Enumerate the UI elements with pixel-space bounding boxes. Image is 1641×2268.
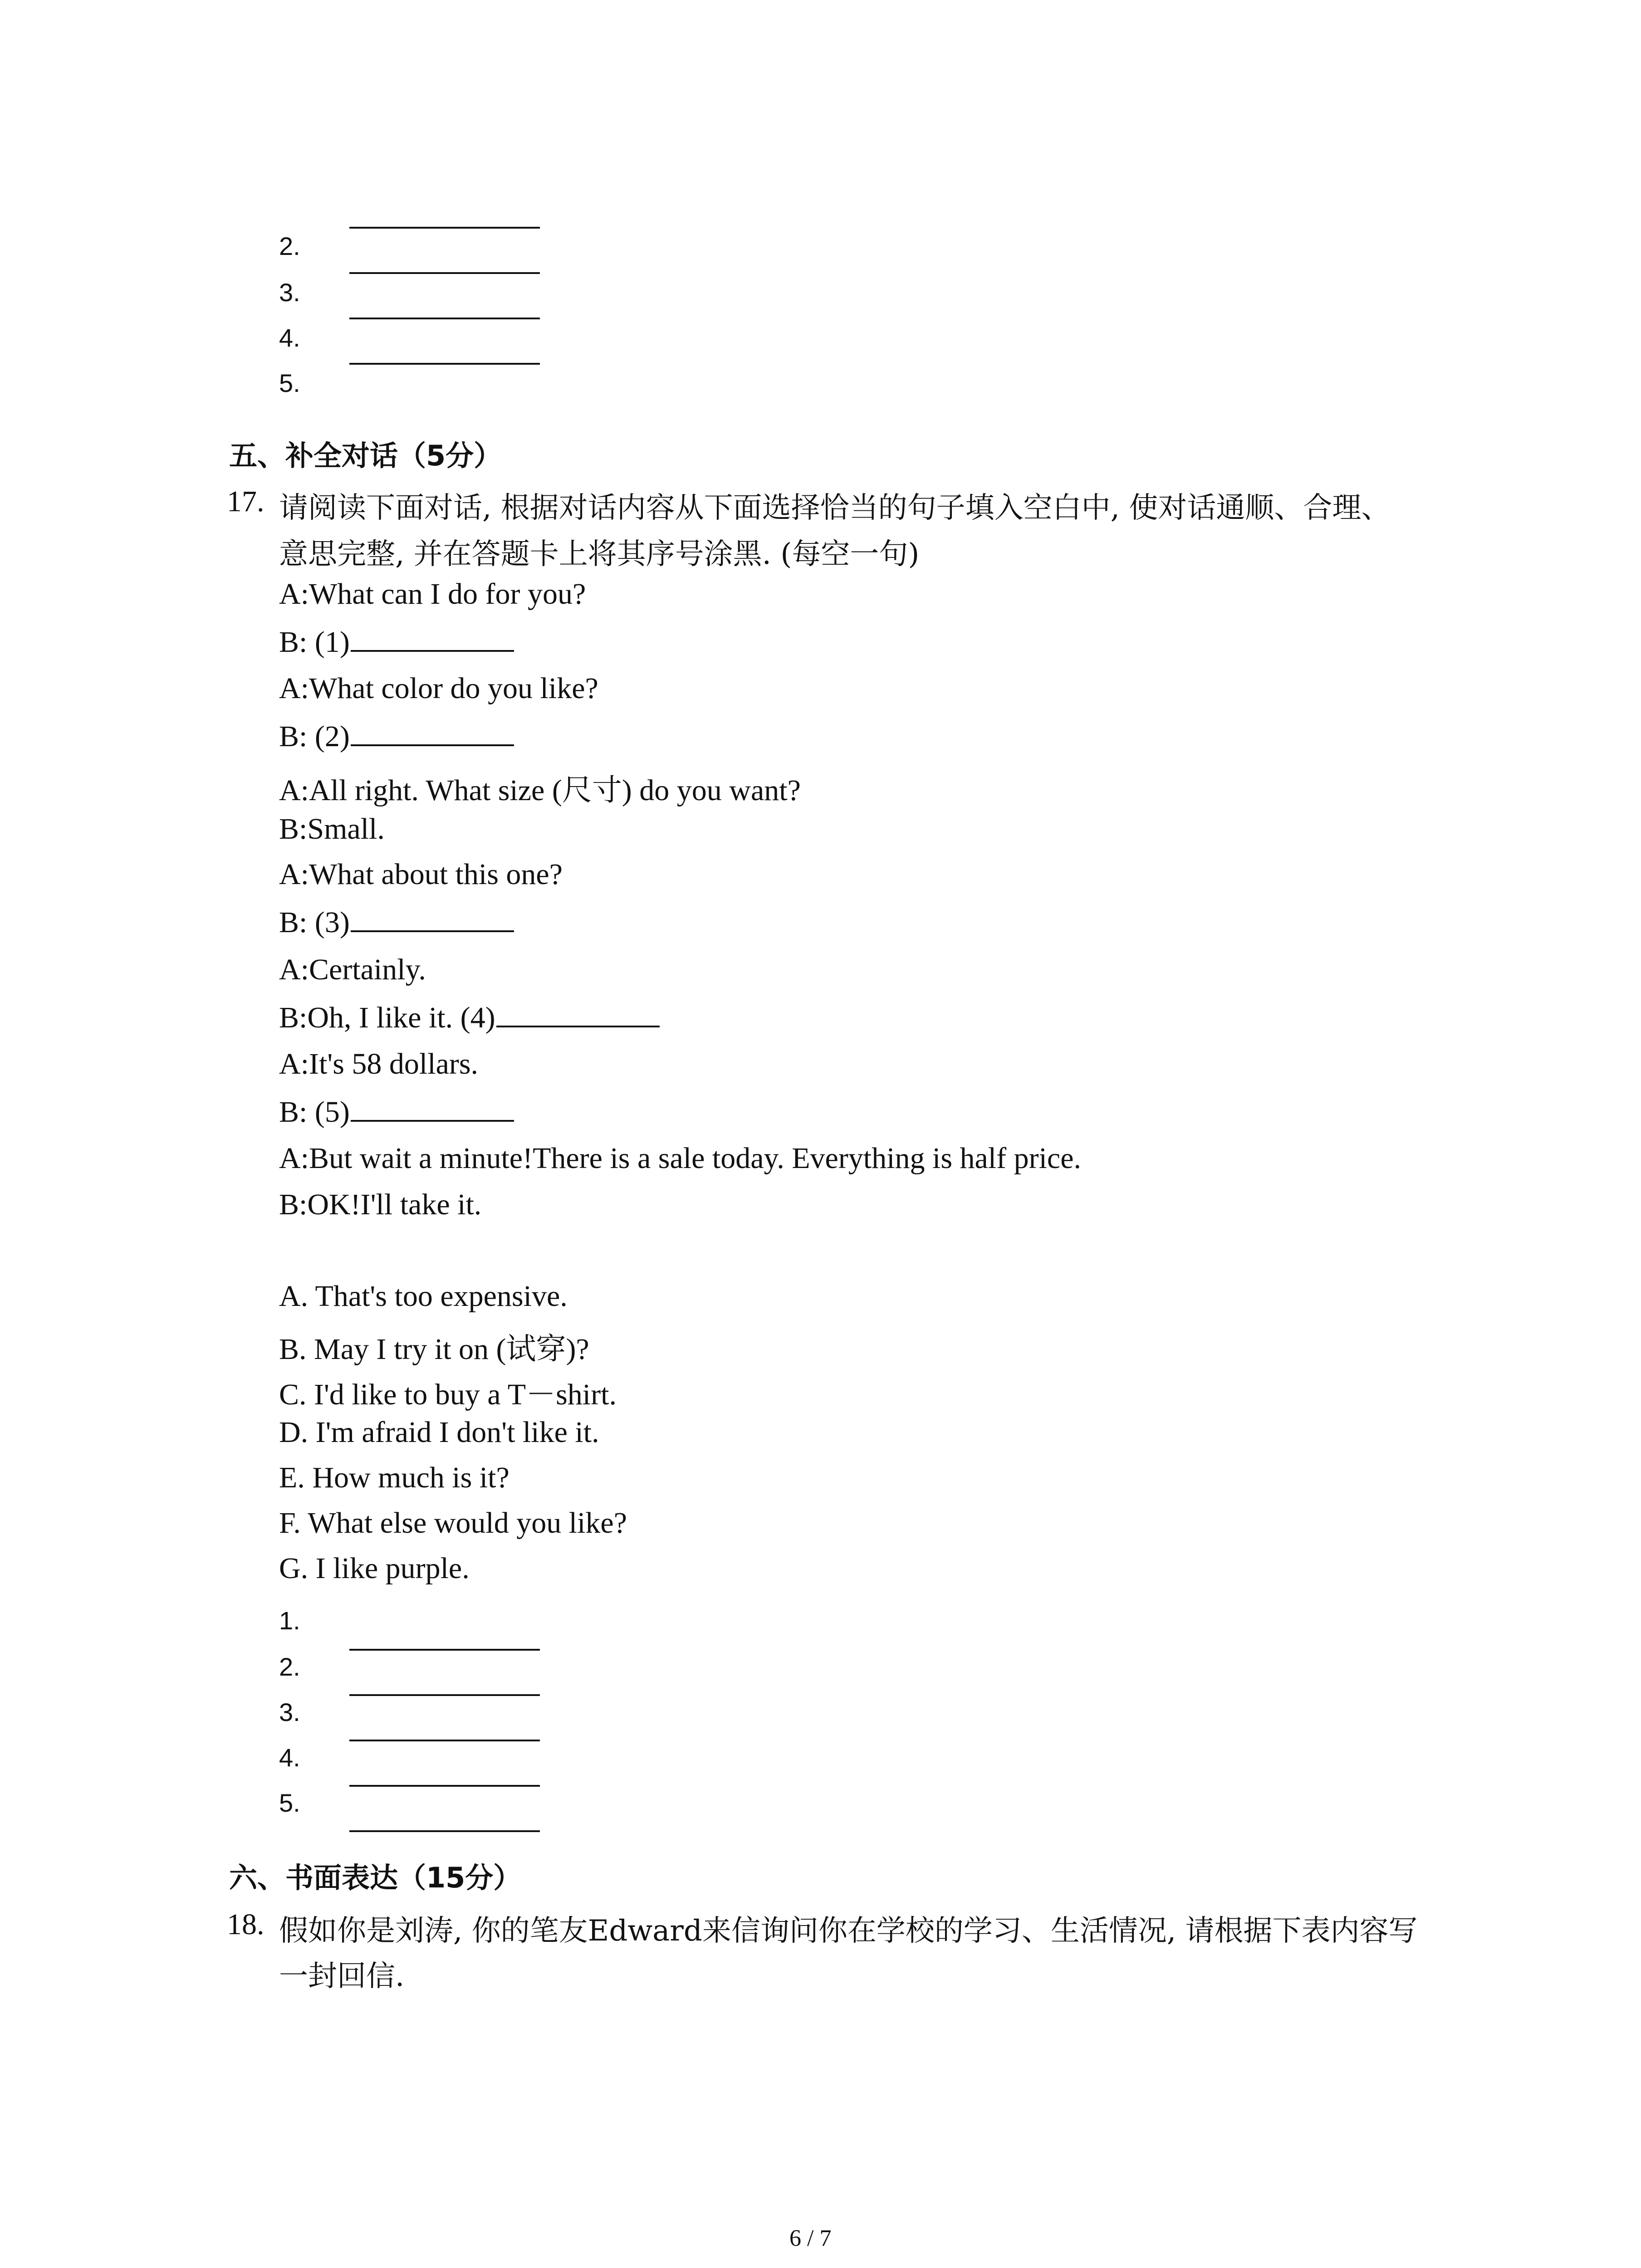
- dialogue-blank: [496, 1025, 660, 1027]
- dialogue-line: A:But wait a minute!There is a sale today. Everything is half price.: [279, 1142, 1082, 1175]
- option-item: B. May I try it on (试穿)?: [279, 1333, 589, 1366]
- question-17-number: 17.: [227, 485, 265, 518]
- dialogue-line: B:OK!I'll take it.: [279, 1188, 482, 1221]
- answer-line[interactable]: [349, 1649, 540, 1651]
- dialogue-blank: [351, 744, 514, 746]
- answer-number: 3.: [279, 278, 300, 307]
- dialogue-blank: [351, 930, 514, 932]
- dialogue-line: B: (5): [279, 1095, 514, 1129]
- answer-number: 2.: [279, 1652, 300, 1681]
- dialogue-line: A:What about this one?: [279, 858, 563, 891]
- answer-number: 5.: [279, 369, 300, 397]
- dialogue-line: A:It's 58 dollars.: [279, 1047, 479, 1080]
- answer-line[interactable]: [349, 1830, 540, 1832]
- answer-line: [349, 272, 540, 274]
- dialogue-line: B: (3): [279, 905, 514, 940]
- option-item: G. I like purple.: [279, 1552, 470, 1585]
- dialogue-line: A:What color do you like?: [279, 672, 598, 705]
- answer-line: [349, 318, 540, 319]
- answer-line[interactable]: [349, 1740, 540, 1741]
- option-item: D. I'm afraid I don't like it.: [279, 1416, 599, 1449]
- section-6-title: 六、书面表达（15分）: [229, 1861, 522, 1894]
- answer-number: 1.: [279, 1606, 300, 1635]
- answer-number: 3.: [279, 1698, 300, 1726]
- answer-number: 5.: [279, 1789, 300, 1817]
- dialogue-line: A:Certainly.: [279, 953, 426, 986]
- answer-line[interactable]: [349, 1694, 540, 1696]
- answer-line: [349, 227, 540, 229]
- option-item: E. How much is it?: [279, 1461, 509, 1494]
- dialogue-line: B: (2): [279, 719, 514, 754]
- dialogue-line: B:Oh, I like it. (4): [279, 1001, 660, 1035]
- section-5-title: 五、补全对话（5分）: [229, 439, 502, 472]
- dialogue-line: B: (1): [279, 625, 514, 660]
- dialogue-line: B:Small.: [279, 812, 385, 846]
- dialogue-line: A:What can I do for you?: [279, 577, 586, 611]
- question-18-number: 18.: [227, 1908, 265, 1941]
- option-item: F. What else would you like?: [279, 1506, 627, 1540]
- answer-line: [349, 363, 540, 365]
- page-number: 6 / 7: [789, 2225, 832, 2251]
- question-17-instruction-line1: 请阅读下面对话, 根据对话内容从下面选择恰当的句子填入空白中, 使对话通顺、合理、: [279, 491, 1391, 525]
- question-18-instruction-line1: 假如你是刘涛, 你的笔友Edward来信询问你在学校的学习、生活情况, 请根据下表内容写: [279, 1914, 1418, 1948]
- question-18-instruction-line2: 一封回信.: [279, 1960, 405, 1993]
- question-17-instruction-line2: 意思完整, 并在答题卡上将其序号涂黑. (每空一句): [279, 538, 920, 571]
- dialogue-blank: [351, 650, 514, 652]
- answer-number: 4.: [279, 1743, 300, 1772]
- dialogue-blank: [351, 1119, 514, 1122]
- option-item: C. I'd like to buy a T－shirt.: [279, 1378, 617, 1411]
- answer-number: 4.: [279, 323, 300, 352]
- dialogue-line: A:All right. What size (尺寸) do you want?: [279, 774, 801, 807]
- answer-number: 2.: [279, 232, 300, 260]
- answer-line[interactable]: [349, 1785, 540, 1787]
- option-item: A. That's too expensive.: [279, 1280, 568, 1313]
